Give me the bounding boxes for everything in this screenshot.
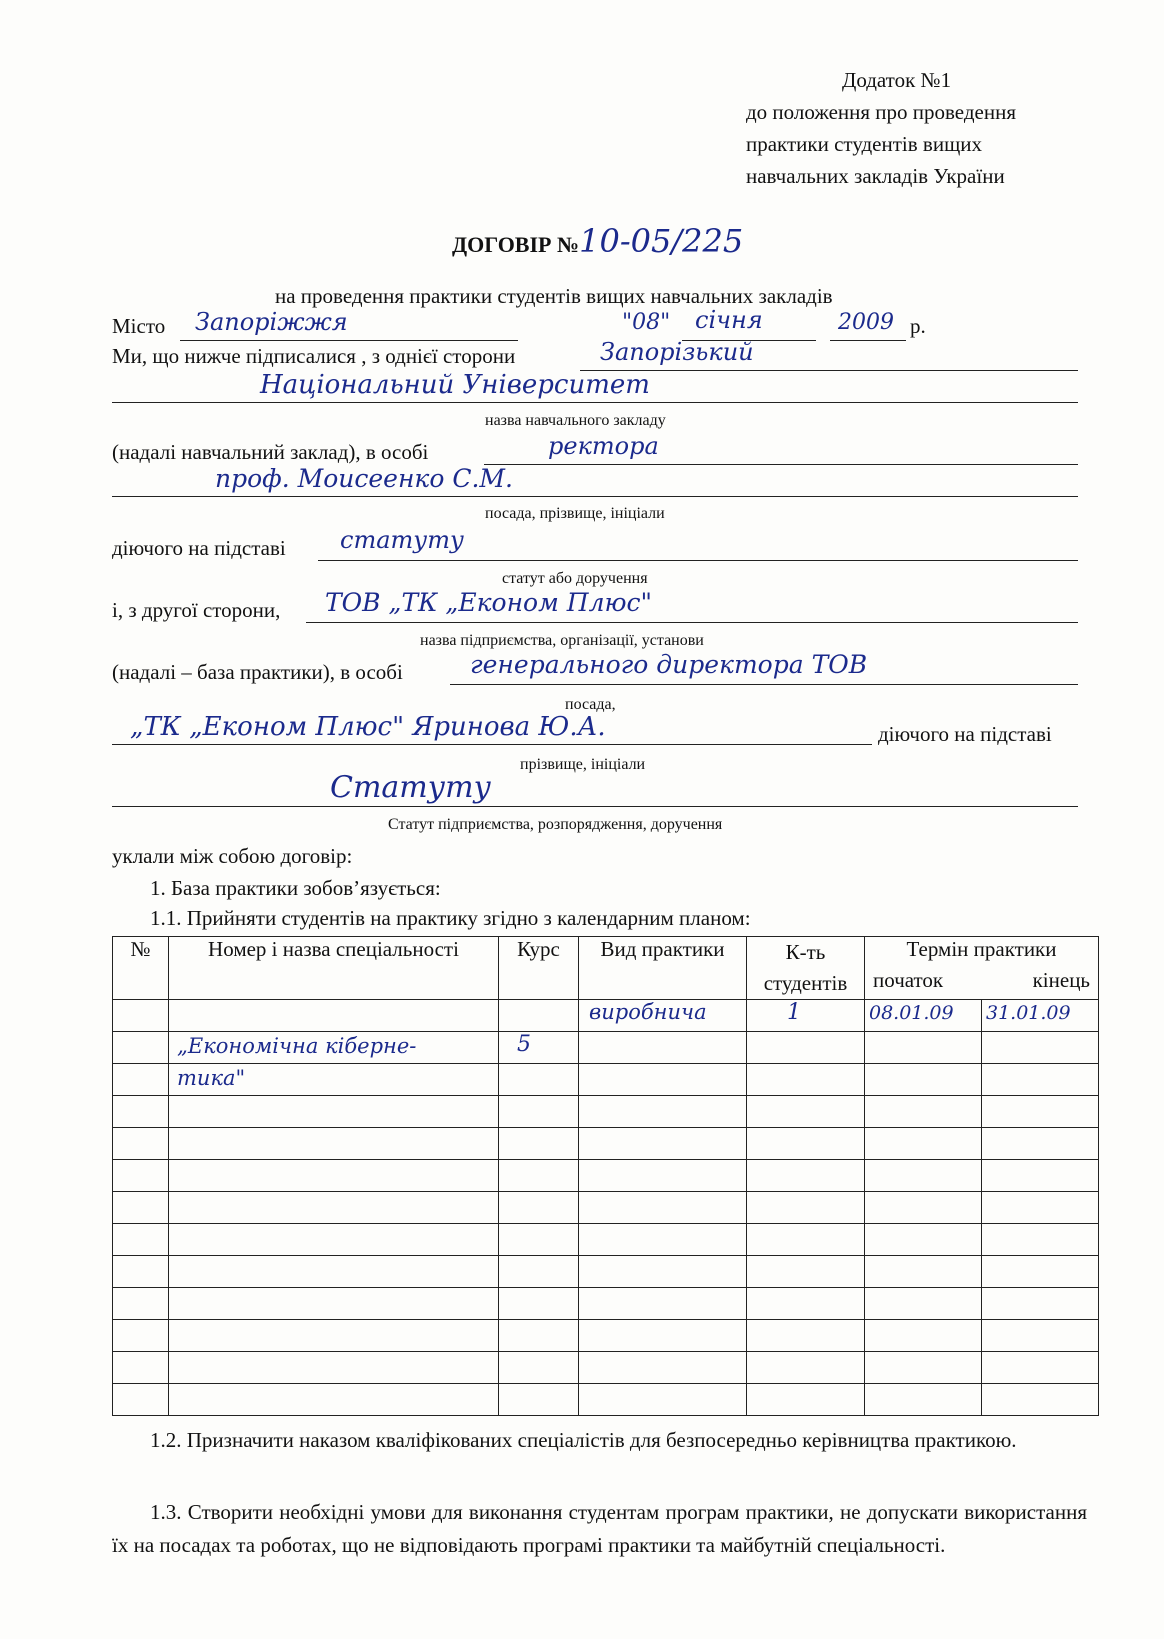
- appendix-line-4: навчальних закладів України: [746, 164, 1005, 188]
- party1-basis-caption: статут або доручення: [502, 570, 648, 587]
- party1-rep-value-1: ректора: [548, 432, 659, 460]
- col-count: К-ть студентів: [747, 937, 865, 1000]
- party1-basis-label: діючого на підставі: [112, 536, 286, 560]
- contract-title: [452, 222, 743, 260]
- cell-type: виробнича: [589, 1000, 707, 1024]
- contract-title-label: ДОГОВІР №: [452, 232, 580, 257]
- table-row: [113, 1384, 1099, 1416]
- table-row: [113, 1192, 1099, 1224]
- party1-value-2: Національний Університет: [260, 370, 650, 400]
- col-specialty: Номер і назва спеціальності: [169, 937, 499, 1000]
- col-end: кінець: [1032, 968, 1091, 992]
- table-row: [113, 1256, 1099, 1288]
- item-1-3-text: 1.3. Створити необхідні умови для виконання студентам програм практики, не допускати використання їх на посадах та роботах, що не відповідають програмі практики та майбутній спеціальності.: [112, 1500, 1087, 1557]
- party2-basis-value: Статуту: [330, 770, 491, 805]
- item-1: 1. База практики зобов’язується:: [150, 876, 441, 900]
- cell-end: 31.01.09: [986, 1002, 1071, 1024]
- party2-basis-label: діючого на підставі: [878, 722, 1052, 746]
- col-type: Вид практики: [579, 937, 747, 1000]
- appendix-line-3: практики студентів вищих: [746, 132, 982, 156]
- city-value: Запоріжжя: [195, 308, 348, 336]
- party1-label: Ми, що нижче підписалися , з однієї сторони: [112, 344, 516, 368]
- table-row: [113, 1224, 1099, 1256]
- party2-value: ТОВ „ТК „Економ Плюс": [325, 588, 653, 617]
- practice-schedule-table: [112, 936, 1099, 1416]
- city-line: [180, 340, 518, 341]
- contract-subtitle: на проведення практики студентів вищих навчальних закладів: [275, 284, 833, 308]
- appendix-line-2: до положення про проведення: [746, 100, 1016, 124]
- cell-specialty-1: „Економічна кібернe-: [177, 1034, 417, 1058]
- party2-rep-label: (надалі – база практики), в особі: [112, 660, 403, 684]
- party1-caption: назва навчального закладу: [485, 412, 666, 429]
- party1-basis-value: статуту: [340, 526, 464, 554]
- contract-number: 10-05/225: [579, 222, 744, 260]
- col-no: №: [113, 937, 169, 1000]
- item-1-2-text: 1.2. Призначити наказом кваліфікованих спеціалістів для безпосередньо керівництва практикою.: [150, 1428, 1017, 1452]
- table-row: [113, 1032, 1099, 1064]
- party1-rep-line-1: [484, 464, 1078, 465]
- date-year: 2009: [838, 310, 894, 335]
- date-day: "08": [622, 310, 671, 335]
- cell-count: 1: [787, 1000, 801, 1025]
- party2-basis-caption: Статут підприємства, розпорядження, доручення: [388, 816, 723, 833]
- year-line: [830, 340, 906, 341]
- table-row: [113, 1128, 1099, 1160]
- table-row: [113, 1064, 1099, 1096]
- cell-specialty-2: тика": [177, 1066, 246, 1090]
- party1-line-2: [112, 402, 1078, 403]
- table-row: [113, 1160, 1099, 1192]
- item-1-3: [112, 1496, 1087, 1562]
- year-suffix: р.: [910, 314, 926, 338]
- item-1-1: 1.1. Прийняти студентів на практику згідно з календарним планом:: [150, 906, 751, 930]
- item-1-2: [112, 1424, 1087, 1457]
- table-row: [113, 1320, 1099, 1352]
- party1-basis-line: [318, 560, 1078, 561]
- party2-line: [306, 622, 1078, 623]
- table-row: [113, 1352, 1099, 1384]
- table-row: [113, 1096, 1099, 1128]
- party1-rep-caption: посада, прізвище, ініціали: [485, 505, 665, 522]
- table-row: [113, 1000, 1099, 1032]
- party2-pos-caption: посада,: [565, 696, 616, 713]
- cell-course: 5: [517, 1032, 531, 1057]
- party2-rep-value-2: „ТК „Економ Плюс" Яринова Ю.А.: [130, 712, 606, 742]
- table-row: [113, 1288, 1099, 1320]
- party1-value-1: Запорізький: [600, 338, 754, 366]
- col-term-label: Термін практики: [906, 937, 1057, 961]
- city-label: Місто: [112, 314, 166, 338]
- party1-rep-line-2: [112, 496, 1078, 497]
- date-month: січня: [695, 306, 763, 334]
- col-term: [865, 937, 1099, 1000]
- party2-rep-line-2: [112, 744, 872, 745]
- cell-start: 08.01.09: [869, 1002, 954, 1024]
- party2-rep-value-1: генерального директора ТОВ: [470, 650, 868, 679]
- party1-rep-label: (надалі навчальний заклад), в особі: [112, 440, 429, 464]
- party1-rep-value-2: проф. Моисеенко С.М.: [215, 464, 513, 493]
- appendix-line-1: Додаток №1: [842, 68, 952, 92]
- party1-line-1: [580, 370, 1078, 371]
- col-course: Курс: [499, 937, 579, 1000]
- party2-label: і, з другої сторони,: [112, 598, 281, 622]
- col-start: початок: [873, 968, 944, 992]
- party2-caption: назва підприємства, організації, установи: [420, 632, 704, 649]
- party2-basis-line: [112, 806, 1078, 807]
- party2-name-caption: прізвище, ініціали: [520, 756, 646, 773]
- agreed-text: уклали між собою договір:: [112, 844, 353, 868]
- party2-rep-line-1: [450, 684, 1078, 685]
